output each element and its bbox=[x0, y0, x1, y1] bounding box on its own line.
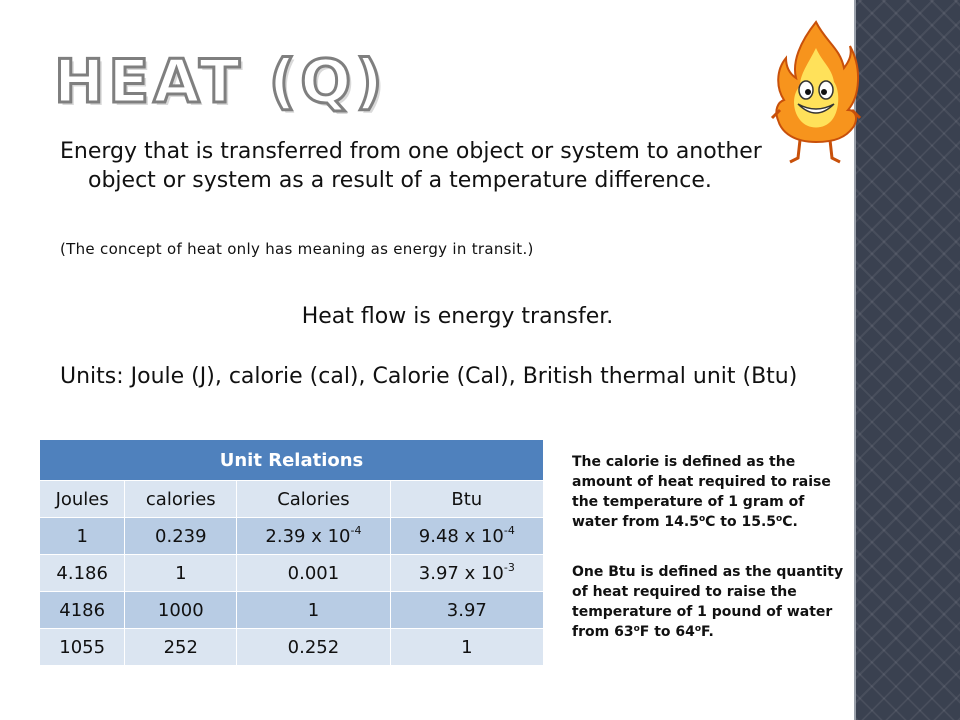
unit-relations-table bbox=[40, 440, 544, 666]
table-cell: 1 bbox=[237, 592, 390, 629]
heat-flow-statement: Heat flow is energy transfer. bbox=[301, 304, 614, 329]
table-row bbox=[40, 592, 544, 629]
column-header: calories bbox=[125, 481, 237, 518]
btu-definition-note: One Btu is defined as the quantity of heat required to raise the temperature of 1 pound of water from 63$^o$F to 64$^o$F. bbox=[572, 564, 844, 640]
table-cell: 1000 bbox=[125, 592, 237, 629]
table-cell: 0.239 bbox=[125, 518, 237, 555]
table-row bbox=[40, 629, 544, 666]
table-cell: 252 bbox=[125, 629, 237, 666]
table-cell: 2.39 x $10^{-4}$ bbox=[237, 518, 390, 555]
heat-definition: Energy that is transferred from one object or system to another object or system as a result of a temperature difference. bbox=[60, 139, 762, 193]
table-cell: 1055 bbox=[40, 629, 125, 666]
column-header: Btu bbox=[390, 481, 543, 518]
table-cell: 3.97 bbox=[390, 592, 543, 629]
table-cell: 1 bbox=[40, 518, 125, 555]
table-cell: 4186 bbox=[40, 592, 125, 629]
heat-concept-note: (The concept of heat only has meaning as energy in transit.) bbox=[60, 240, 534, 258]
table-cell: 9.48 x $10^{-4}$ bbox=[390, 518, 543, 555]
calorie-definition-note: The calorie is defined as the amount of heat required to raise the temperature of 1 gram of water from 14.5$^o$C to 15.5$^o$C. bbox=[572, 454, 831, 530]
table-row bbox=[40, 555, 544, 592]
table-cell: 1 bbox=[125, 555, 237, 592]
column-header: Joules bbox=[40, 481, 125, 518]
heat-units: Units: Joule (J), calorie (cal), Calorie (Cal), British thermal unit (Btu) bbox=[60, 364, 798, 389]
table-header-row bbox=[40, 481, 544, 518]
column-header: Calories bbox=[237, 481, 390, 518]
table-cell: 1 bbox=[390, 629, 543, 666]
decorative-side-strip bbox=[856, 0, 960, 720]
table-cell: 4.186 bbox=[40, 555, 125, 592]
table-cell: 0.252 bbox=[237, 629, 390, 666]
table-cell: 0.001 bbox=[237, 555, 390, 592]
table-row bbox=[40, 518, 544, 555]
slide-title: HEAT (Q) bbox=[54, 47, 387, 117]
table-cell: 3.97 x $10^{-3}$ bbox=[390, 555, 543, 592]
table-title: Unit Relations bbox=[40, 440, 544, 481]
